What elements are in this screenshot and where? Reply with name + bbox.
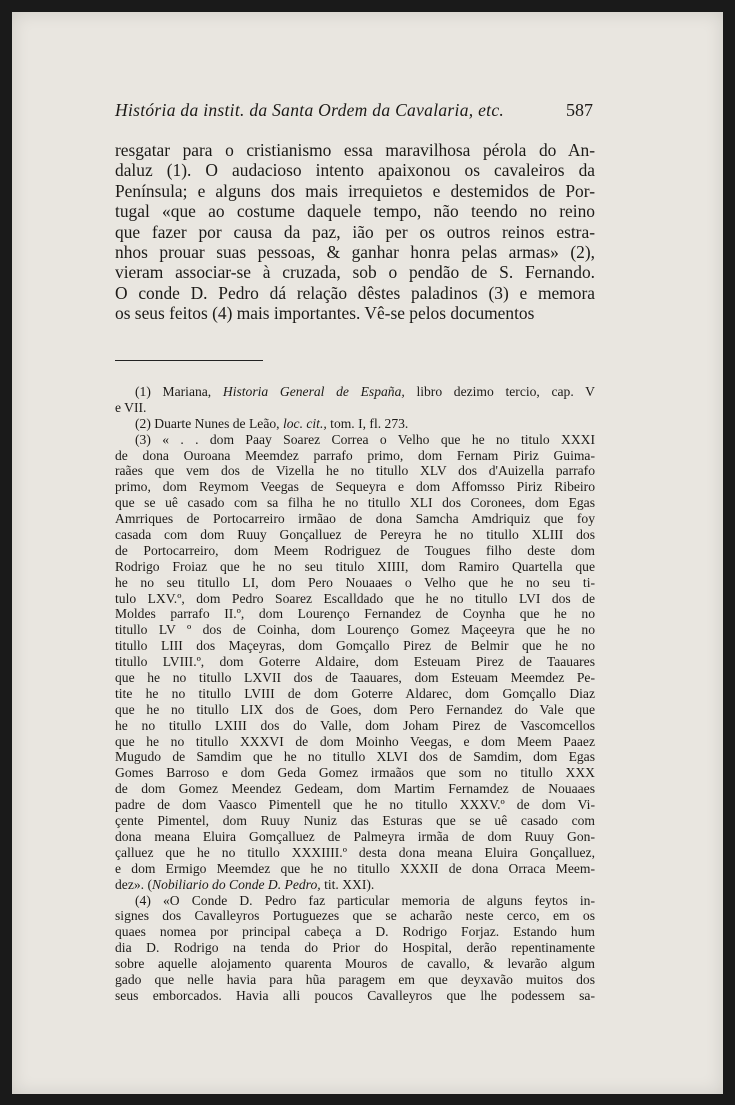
main-text <box>115 140 595 324</box>
book-page <box>12 12 723 1094</box>
footnote-3-line: de Portocarreiro, dom Meem Rodriguez de Tougues filho deste dom <box>115 542 595 558</box>
text-line: daluz (1). O audacioso intento apaixonou os cavaleiros da <box>115 160 595 181</box>
footnote-3-line: que he no titullo LIX dos de Goes, dom Pero Fernandez do Vale que <box>115 701 595 717</box>
footnote-4-line: signes dos Cavalleyros Portuguezes que se acharão neste cerco, em os <box>115 908 595 924</box>
footnote-3-line: e dom Ermigo Meemdez que he no titullo XXXII de dona Orraca Meem- <box>115 860 595 876</box>
page-number: 587 <box>566 100 593 120</box>
footnote-4-line: sobre aquelle alojamento quarenta Mouros de cavallo, & levarão algum <box>115 956 595 972</box>
footnote-3-line: primo, dom Reymom Veegas de Sequeyra e dom Affomsso Piriz Ribeiro <box>115 479 595 495</box>
footnote-3-line: tulo LXV.º, dom Pedro Soarez Escalldado que he no titullo LVI dos de <box>115 590 595 606</box>
footnote-3-line: de dom Gomez Meendez Gedeam, dom Martim Fernamdez de Nouaaes <box>115 781 595 797</box>
footnote-3-line: Amrriques de Portocarreiro irmãao de dona Samcha Amdriquiz que foy <box>115 511 595 527</box>
text-line: os seus feitos (4) mais importantes. Vê-se pelos documentos <box>115 303 535 324</box>
footnote-1-continued: e VII. <box>115 399 147 415</box>
footnote-3-line: que se uê casado com sa filha he no titullo XLI dos Coronees, dom Egas <box>115 495 595 511</box>
text-line: que fazer por causa da paz, ião per os outros reinos estra- <box>115 221 595 242</box>
footnote-1: (1) Mariana, Historia General de España, libro dezimo tercio, cap. V <box>135 384 595 399</box>
footnote-3-line: Rodrigo Froiaz que he no seu titulo XIIII, dom Ramiro Quartella que <box>115 558 595 574</box>
text-line: tugal «que ao costume daquele tempo, não teendo no reino <box>115 201 595 222</box>
text-line: Península; e alguns dos mais irrequietos e destemidos de Por- <box>115 180 595 201</box>
footnote-3-line: de dona Ouroana Meemdez parrafo primo, dom Fernam Piriz Guima- <box>115 447 595 463</box>
footnote-3-line: Gomes Barroso e dom Geda Gomez irmaãos que som no titullo XXX <box>115 765 595 781</box>
footnote-3-line: que he no titullo XXXVI de dom Moinho Veegas, e dom Meem Paaez <box>115 733 595 749</box>
text-line: vieram associar-se à cruzada, sob o pendão de S. Fernando. <box>115 262 595 283</box>
footnote-3-line: titullo LVIII.º, dom Goterre Aldaire, dom Esteuam Pirez de Taauares <box>115 654 595 670</box>
text-line: nhos prouar suas pessoas, & ganhar honra pelas armas» (2), <box>115 241 595 262</box>
footnote-4-line: gado que nelle havia para hũa paragem em que deyxavão muitos dos <box>115 971 595 987</box>
footnote-3-line: raães que vem dos de Vizella he no titullo XLV dos d'Auizella parrafo <box>115 463 595 479</box>
footnote-4-line: dia D. Rodrigo na tenda do Prior do Hospital, derão repentinamente <box>115 940 595 956</box>
footnote-2: (2) Duarte Nunes de Leão, loc. cit., tom. I, fl. 273. <box>135 415 409 431</box>
footnote-3-line: he no seu titullo LI, dom Pero Nouaaes o Velho que he no seu ti- <box>115 574 595 590</box>
footnote-3-line: padre de dom Vaasco Pimentell que he no titullo XXXV.º de dom Vi- <box>115 797 595 813</box>
footnote-4-line: quaes nomea por principal cabeça a D. Rodrigo Forjaz. Estando hum <box>115 924 595 940</box>
footnote-3-line: (3) « . . dom Paay Soarez Correa o Velho que he no titulo XXXI <box>135 431 595 447</box>
text-line: O conde D. Pedro dá relação dêstes paladinos (3) e memora <box>115 282 595 303</box>
footnote-3-line: titullo LV º dos de Coinha, dom Lourenço Gomez Maçeeyra que he no <box>115 622 595 638</box>
footnote-4-line: (4) «O Conde D. Pedro faz particular memoria de alguns feytos in- <box>135 892 595 908</box>
footnote-3-line: çalluez que he no titullo XXXIIII.º desta dona meana Eluira Gonçalluez, <box>115 844 595 860</box>
footnote-3-line: Mugudo de Samdim que he no titullo XLVI dos de Samdim, dom Egas <box>115 749 595 765</box>
running-header <box>115 100 593 121</box>
footnote-3-line: que he no titullo LXVII dos de Taauares, dom Esteuam Meemdez Pe- <box>115 670 595 686</box>
footnote-3-line: tite he no titullo LVIII de dom Goterre Aldarec, dom Gomçallo Diaz <box>115 685 595 701</box>
running-title: História da instit. da Santa Ordem da Cavalaria, etc. <box>115 100 505 120</box>
footnote-4-line: seus emborcados. Havia alli poucos Cavalleyros que lhe podessem sa- <box>115 987 595 1003</box>
footnotes <box>115 384 595 1004</box>
footnote-3-line: casada com dom Ruuy Gonçalluez de Pereyra he no titullo XLIII dos <box>115 527 595 543</box>
footnote-3-line: he no titullo LXIII dos do Valle, dom Joham Pirez de Vascomcellos <box>115 717 595 733</box>
footnote-3-end: dez». (Nobiliario do Conde D. Pedro, tit. XXI). <box>115 876 375 892</box>
footnote-3-line: çente Pimentel, dom Ruuy Nuniz das Esturas que se uê casado com <box>115 813 595 829</box>
footnote-3-line: titullo LIII dos Maçeyras, dom Gomçallo Pirez de Belmir que he no <box>115 638 595 654</box>
footnote-3-line: dona meana Eluira Gomçalluez de Palmeyra irmãa de dom Ruuy Gon- <box>115 828 595 844</box>
footnote-separator <box>115 360 263 361</box>
footnote-3-line: Moldes parrafo II.º, dom Lourenço Fernandez de Coynha que he no <box>115 606 595 622</box>
text-line: resgatar para o cristianismo essa maravilhosa pérola do An- <box>115 140 595 160</box>
